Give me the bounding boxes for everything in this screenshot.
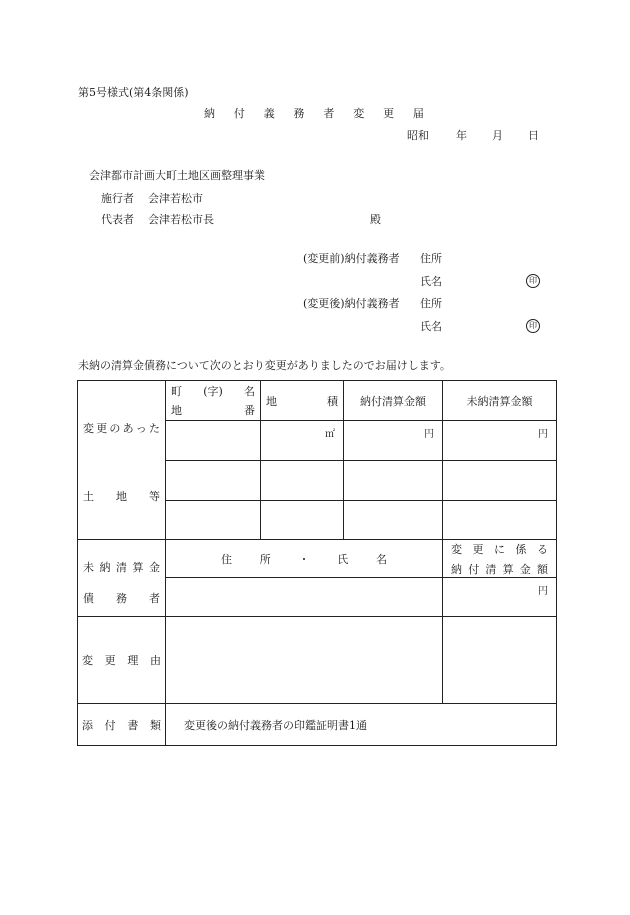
after-address-label: 住所: [420, 297, 442, 310]
title-char: 更: [383, 107, 395, 120]
town-lot-cell[interactable]: [166, 421, 261, 461]
honorific: 殿: [370, 213, 381, 226]
executor-name: 会津若松市: [148, 192, 203, 205]
date-month: 月: [492, 129, 503, 142]
address-name-header: 住 所 ・ 氏 名: [166, 540, 443, 578]
area-cell[interactable]: [261, 421, 344, 461]
yen-unit: 円: [538, 586, 548, 597]
after-seal-mark: 印: [526, 319, 540, 333]
title-char: 務: [293, 107, 305, 120]
paid-amount-header: 納付清算金額: [344, 381, 443, 421]
town-lot-cell[interactable]: [166, 501, 261, 540]
paid-amount-cell[interactable]: [344, 501, 443, 540]
title-char: 納: [204, 107, 215, 120]
title-char: 付: [233, 107, 245, 120]
town-lot-cell[interactable]: [166, 461, 261, 501]
change-amount-header: 変 更 に 係 る 納 付 清 算 金 額: [443, 540, 557, 578]
area-cell[interactable]: [261, 461, 344, 501]
debtor-label-bottom: 債 務 者: [83, 592, 160, 605]
date-year: 年: [456, 129, 467, 142]
unpaid-amount-cell[interactable]: [443, 461, 557, 501]
yen-unit: 円: [424, 429, 434, 440]
yen-unit: 円: [538, 429, 548, 440]
attachment-cell: 変更後の納付義務者の印鑑証明書1通: [166, 704, 557, 746]
area-header: 地 積: [261, 381, 344, 421]
form-title: [204, 105, 424, 121]
reason-label-cell: 変 更 理 由: [78, 617, 166, 704]
land-label-cell: [78, 381, 166, 540]
project-name: 会津都市計画大町土地区画整理事業: [89, 169, 265, 182]
reason-extra-cell[interactable]: [443, 617, 557, 704]
date-day: 日: [528, 129, 539, 142]
land-label-top: 変 更 の あ っ た: [83, 422, 160, 435]
town-lot-header: 町 (字) 名 地 番: [166, 381, 261, 421]
change-amount-cell[interactable]: [443, 578, 557, 617]
representative-name: 会津若松市長: [148, 213, 214, 226]
unpaid-amount-header: 未納清算金額: [443, 381, 557, 421]
after-name-label: 氏名: [420, 320, 442, 333]
address-name-cell[interactable]: [166, 578, 443, 617]
form-number: 第5号様式(第4条関係): [78, 86, 189, 99]
paid-amount-cell[interactable]: [344, 421, 443, 461]
before-seal-mark: 印: [526, 274, 540, 288]
before-name-label: 氏名: [420, 275, 442, 288]
title-char: 変: [353, 107, 365, 120]
debtor-label-top: 未 納 清 算 金: [83, 561, 160, 574]
reason-cell[interactable]: [166, 617, 443, 704]
executor-label: 施行者: [101, 192, 134, 205]
paid-amount-cell[interactable]: [344, 461, 443, 501]
unpaid-amount-cell[interactable]: [443, 421, 557, 461]
before-address-label: 住所: [420, 252, 442, 265]
unpaid-amount-cell[interactable]: [443, 501, 557, 540]
sqm-unit: ㎡: [325, 429, 335, 440]
before-obligor-label: (変更前)納付義務者: [303, 252, 400, 265]
land-label-bottom: 土 地 等: [83, 490, 160, 503]
representative-label: 代表者: [101, 213, 134, 226]
date-era: 昭和: [407, 129, 429, 142]
intro-text: 未納の清算金債務について次のとおり変更がありましたのでお届けします。: [78, 359, 451, 372]
land-change-table: [77, 380, 557, 746]
debtor-label-cell: [78, 540, 166, 617]
after-obligor-label: (変更後)納付義務者: [303, 297, 400, 310]
title-char: 者: [323, 107, 335, 120]
title-char: 義: [263, 107, 275, 120]
title-char: 届: [412, 107, 424, 120]
attachment-label-cell: 添 付 書 類: [78, 704, 166, 746]
area-cell[interactable]: [261, 501, 344, 540]
